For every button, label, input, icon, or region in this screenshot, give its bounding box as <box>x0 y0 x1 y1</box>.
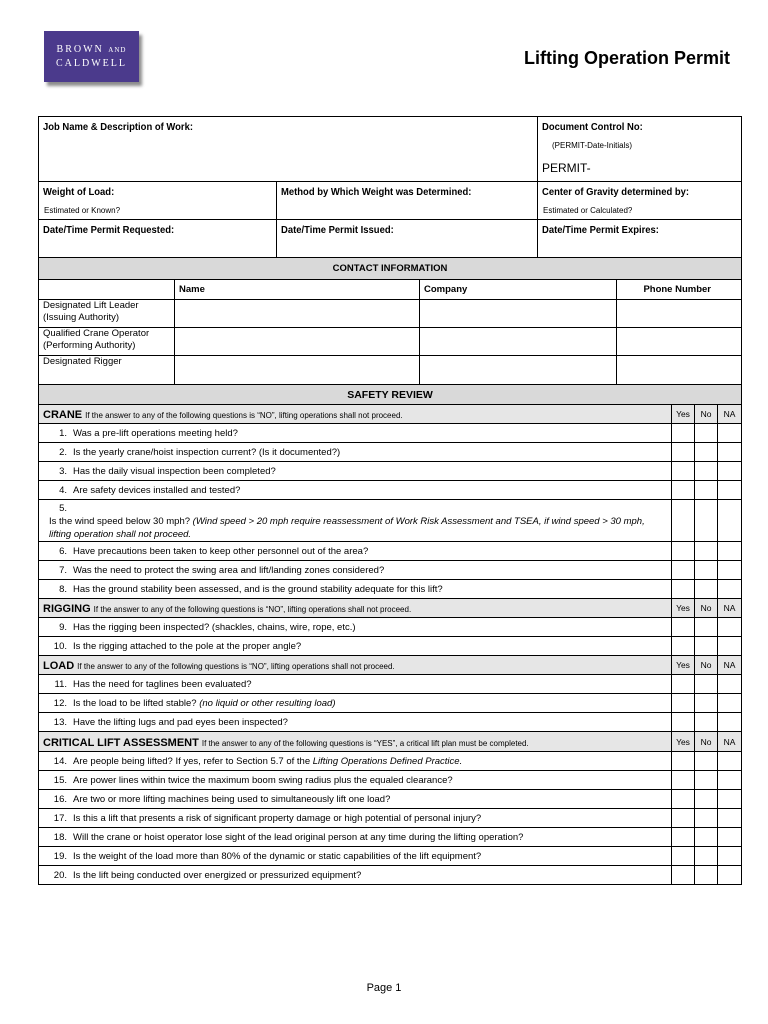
page-number: Page 1 <box>366 982 402 994</box>
yes-checkbox[interactable] <box>672 618 695 637</box>
no-checkbox[interactable] <box>695 424 718 443</box>
question-text: Has the rigging been inspected? (shackles, chains, wire, rope, etc.) <box>73 621 356 633</box>
na-checkbox[interactable] <box>718 637 742 656</box>
role-line2: (Issuing Authority) <box>43 312 120 323</box>
expires-label: Date/Time Permit Expires: <box>542 224 659 236</box>
critical-note: If the answer to any of the following questions is “YES”, a critical lift plan must be completed. <box>201 738 529 748</box>
na-header: NA <box>718 732 742 752</box>
requested-field[interactable] <box>39 220 277 258</box>
question-text: Has the ground stability been assessed, and is the ground stability adequate for this lift? <box>73 583 443 595</box>
doc-control-value: PERMIT- <box>542 161 591 175</box>
na-checkbox[interactable] <box>718 713 742 732</box>
job-name-field[interactable] <box>39 117 538 182</box>
na-checkbox[interactable] <box>718 443 742 462</box>
question-text: Are people being lifted? If yes, refer to Section 5.7 of the <box>73 755 311 767</box>
question-row <box>39 462 742 481</box>
question-number: 3. <box>59 465 67 477</box>
yes-checkbox[interactable] <box>672 752 695 771</box>
question-row <box>39 866 742 885</box>
question-number: 14. <box>53 755 67 767</box>
question-text: Have the lifting lugs and pad eyes been inspected? <box>73 716 288 728</box>
yes-checkbox[interactable] <box>672 500 695 542</box>
question-row <box>39 771 742 790</box>
yes-header: Yes <box>672 599 695 618</box>
question-number: 20. <box>53 869 67 881</box>
operator-company-input[interactable] <box>420 328 617 356</box>
permit-header-table <box>38 116 742 182</box>
na-header: NA <box>718 405 742 424</box>
question-text: Are safety devices installed and tested? <box>73 484 241 496</box>
role-line1: Designated Lift Leader <box>43 300 139 311</box>
question-row <box>39 675 742 694</box>
requested-label: Date/Time Permit Requested: <box>43 224 175 236</box>
question-number: 8. <box>59 583 67 595</box>
yes-checkbox[interactable] <box>672 637 695 656</box>
no-header: No <box>695 405 718 424</box>
yes-checkbox[interactable] <box>672 790 695 809</box>
yes-checkbox[interactable] <box>672 675 695 694</box>
question-row <box>39 847 742 866</box>
critical-section-header <box>39 732 672 752</box>
yes-checkbox[interactable] <box>672 771 695 790</box>
logo-text-and: AND <box>108 46 127 54</box>
question-row <box>39 790 742 809</box>
yes-header: Yes <box>672 405 695 424</box>
crane-section-header <box>39 405 672 424</box>
no-checkbox[interactable] <box>695 771 718 790</box>
yes-checkbox[interactable] <box>672 866 695 885</box>
question-row <box>39 424 742 443</box>
na-checkbox[interactable] <box>718 542 742 561</box>
na-checkbox[interactable] <box>718 675 742 694</box>
load-section-header <box>39 656 672 675</box>
crane-note: If the answer to any of the following questions is “NO”, lifting operations shall not proceed. <box>85 411 403 420</box>
na-checkbox[interactable] <box>718 790 742 809</box>
yes-checkbox[interactable] <box>672 694 695 713</box>
no-checkbox[interactable] <box>695 561 718 580</box>
na-checkbox[interactable] <box>718 424 742 443</box>
lift-leader-phone-input[interactable] <box>617 300 742 328</box>
logo-text-caldwell: CALDWELL <box>56 58 127 69</box>
method-label: Method by Which Weight was Determined: <box>281 186 472 198</box>
question-row <box>39 481 742 500</box>
no-checkbox[interactable] <box>695 443 718 462</box>
question-note: (Wind speed > 20 mph require reassessment of Work Risk Assessment and TSEA, if wind speed > 30 mph, lifting operation shall not proceed. <box>49 516 645 540</box>
question-text: Are two or more lifting machines being used to simultaneously lift one load? <box>73 793 391 805</box>
operator-name-input[interactable] <box>175 328 420 356</box>
question-number: 10. <box>53 640 67 652</box>
question-row <box>39 618 742 637</box>
question-text: Was the need to protect the swing area and lift/landing zones considered? <box>73 564 385 576</box>
no-checkbox[interactable] <box>695 542 718 561</box>
question-row <box>39 443 742 462</box>
na-checkbox[interactable] <box>718 618 742 637</box>
rigging-note: If the answer to any of the following questions is “NO”, lifting operations shall not proceed. <box>93 605 412 614</box>
rigging-section-header <box>39 599 672 618</box>
no-checkbox[interactable] <box>695 500 718 542</box>
no-checkbox[interactable] <box>695 694 718 713</box>
yes-checkbox[interactable] <box>672 443 695 462</box>
na-checkbox[interactable] <box>718 580 742 599</box>
operator-phone-input[interactable] <box>617 328 742 356</box>
no-checkbox[interactable] <box>695 713 718 732</box>
contact-role-rigger <box>39 356 175 385</box>
no-checkbox[interactable] <box>695 752 718 771</box>
issued-field[interactable] <box>277 220 538 258</box>
question-row <box>39 542 742 561</box>
yes-checkbox[interactable] <box>672 481 695 500</box>
na-header: NA <box>718 656 742 675</box>
yes-checkbox[interactable] <box>672 462 695 481</box>
no-checkbox[interactable] <box>695 462 718 481</box>
role-line1: Qualified Crane Operator <box>43 328 150 339</box>
permit-form <box>38 116 741 885</box>
contact-role-lift-leader <box>39 300 175 328</box>
question-text: Are power lines within twice the maximum boom swing radius plus the equaled clearance? <box>73 774 453 786</box>
question-text: Was a pre-lift operations meeting held? <box>73 427 238 439</box>
rigging-title: RIGGING <box>43 603 91 615</box>
question-number: 16. <box>53 793 67 805</box>
question-number: 1. <box>59 427 67 439</box>
question-text: Is the yearly crane/hoist inspection current? (Is it documented?) <box>73 446 341 458</box>
no-header: No <box>695 732 718 752</box>
yes-header: Yes <box>672 732 695 752</box>
load-title: LOAD <box>43 660 75 672</box>
logo-text-brown: BROWN <box>56 44 104 55</box>
weight-label: Weight of Load: <box>43 186 115 198</box>
na-header: NA <box>718 599 742 618</box>
yes-checkbox[interactable] <box>672 542 695 561</box>
question-text: Has the need for taglines been evaluated? <box>73 678 252 690</box>
question-number: 18. <box>53 831 67 843</box>
no-checkbox[interactable] <box>695 847 718 866</box>
no-checkbox[interactable] <box>695 618 718 637</box>
issued-label: Date/Time Permit Issued: <box>281 224 394 236</box>
doc-control-field[interactable] <box>538 117 742 182</box>
load-note: If the answer to any of the following questions is “NO”, lifting operations shall not proceed. <box>77 662 395 671</box>
question-text: Is the load to be lifted stable? <box>73 697 197 709</box>
yes-checkbox[interactable] <box>672 561 695 580</box>
question-text: Will the crane or hoist operator lose sight of the lead original person at any time during the lifting operation? <box>73 831 524 843</box>
contact-table <box>38 257 742 385</box>
question-row <box>39 694 742 713</box>
rigger-phone-input[interactable] <box>617 356 742 385</box>
doc-control-label: Document Control No: <box>542 121 643 133</box>
question-number: 11. <box>54 678 67 690</box>
cog-label: Center of Gravity determined by: <box>542 186 690 198</box>
question-text: Has the daily visual inspection been completed? <box>73 465 276 477</box>
question-number: 7. <box>59 564 67 576</box>
question-note: Lifting Operations Defined Practice. <box>312 755 463 767</box>
question-text: Is the lift being conducted over energized or pressurized equipment? <box>73 869 362 881</box>
na-checkbox[interactable] <box>718 809 742 828</box>
contact-section-header: CONTACT INFORMATION <box>39 258 742 280</box>
na-checkbox[interactable] <box>718 500 742 542</box>
question-number: 5. <box>59 503 67 514</box>
company-logo <box>44 31 139 82</box>
yes-checkbox[interactable] <box>672 828 695 847</box>
lift-leader-name-input[interactable] <box>175 300 420 328</box>
question-number: 2. <box>59 446 67 458</box>
question-row <box>39 713 742 732</box>
yes-header: Yes <box>672 656 695 675</box>
no-checkbox[interactable] <box>695 866 718 885</box>
weight-field[interactable] <box>39 182 277 220</box>
yes-checkbox[interactable] <box>672 713 695 732</box>
na-checkbox[interactable] <box>718 866 742 885</box>
na-checkbox[interactable] <box>718 561 742 580</box>
weight-hint: Estimated or Known? <box>44 206 121 215</box>
question-row <box>39 561 742 580</box>
job-name-label: Job Name & Description of Work: <box>43 121 194 133</box>
permit-details-table <box>38 181 742 258</box>
no-checkbox[interactable] <box>695 637 718 656</box>
method-field[interactable] <box>277 182 538 220</box>
yes-checkbox[interactable] <box>672 580 695 599</box>
no-checkbox[interactable] <box>695 580 718 599</box>
no-checkbox[interactable] <box>695 828 718 847</box>
question-number: 13. <box>53 716 67 728</box>
contact-role-crane-operator <box>39 328 175 356</box>
col-phone-header: Phone Number <box>617 280 742 300</box>
question-row <box>39 637 742 656</box>
na-checkbox[interactable] <box>718 828 742 847</box>
critical-title: CRITICAL LIFT ASSESSMENT <box>43 736 199 749</box>
question-row <box>39 752 742 771</box>
role-line2: (Performing Authority) <box>43 340 136 351</box>
na-checkbox[interactable] <box>718 694 742 713</box>
rigger-name-input[interactable] <box>175 356 420 385</box>
question-note: (no liquid or other resulting load) <box>199 697 336 709</box>
doc-control-hint: (PERMIT-Date-Initials) <box>552 141 633 150</box>
question-text: Have precautions been taken to keep other personnel out of the area? <box>73 545 369 557</box>
crane-title: CRANE <box>43 409 83 421</box>
na-checkbox[interactable] <box>718 771 742 790</box>
yes-checkbox[interactable] <box>672 809 695 828</box>
rigger-company-input[interactable] <box>420 356 617 385</box>
no-header: No <box>695 599 718 618</box>
question-text: Is this a lift that presents a risk of significant property damage or high potential of personal injury? <box>73 812 482 824</box>
question-number: 15. <box>53 774 67 786</box>
safety-review-table <box>38 384 742 885</box>
page-title: Lifting Operation Permit <box>523 48 730 68</box>
yes-checkbox[interactable] <box>672 424 695 443</box>
yes-checkbox[interactable] <box>672 847 695 866</box>
question-number: 17. <box>53 812 67 824</box>
safety-section-header: SAFETY REVIEW <box>39 385 742 405</box>
question-number: 9. <box>59 621 67 633</box>
question-number: 12. <box>53 697 67 709</box>
cog-hint: Estimated or Calculated? <box>543 206 633 215</box>
question-text: Is the rigging attached to the pole at the proper angle? <box>73 640 302 652</box>
question-number: 6. <box>59 545 67 557</box>
na-checkbox[interactable] <box>718 752 742 771</box>
question-number: 19. <box>53 850 67 862</box>
question-row <box>39 500 742 542</box>
question-number: 4. <box>59 484 67 496</box>
na-checkbox[interactable] <box>718 847 742 866</box>
question-row <box>39 828 742 847</box>
no-checkbox[interactable] <box>695 481 718 500</box>
no-checkbox[interactable] <box>695 809 718 828</box>
question-row <box>39 580 742 599</box>
contact-corner-cell <box>39 280 175 300</box>
question-text: Is the weight of the load more than 80% of the dynamic or static capabilities of the lift equipment? <box>73 850 482 862</box>
no-header: No <box>695 656 718 675</box>
role-line1: Designated Rigger <box>43 356 122 367</box>
expires-field[interactable] <box>538 220 742 258</box>
question-text: Is the wind speed below 30 mph? <box>49 516 191 527</box>
question-row <box>39 809 742 828</box>
col-name-header: Name <box>175 280 420 300</box>
na-checkbox[interactable] <box>718 481 742 500</box>
no-checkbox[interactable] <box>695 790 718 809</box>
lift-leader-company-input[interactable] <box>420 300 617 328</box>
no-checkbox[interactable] <box>695 675 718 694</box>
cog-field[interactable] <box>538 182 742 220</box>
na-checkbox[interactable] <box>718 462 742 481</box>
col-company-header: Company <box>420 280 617 300</box>
